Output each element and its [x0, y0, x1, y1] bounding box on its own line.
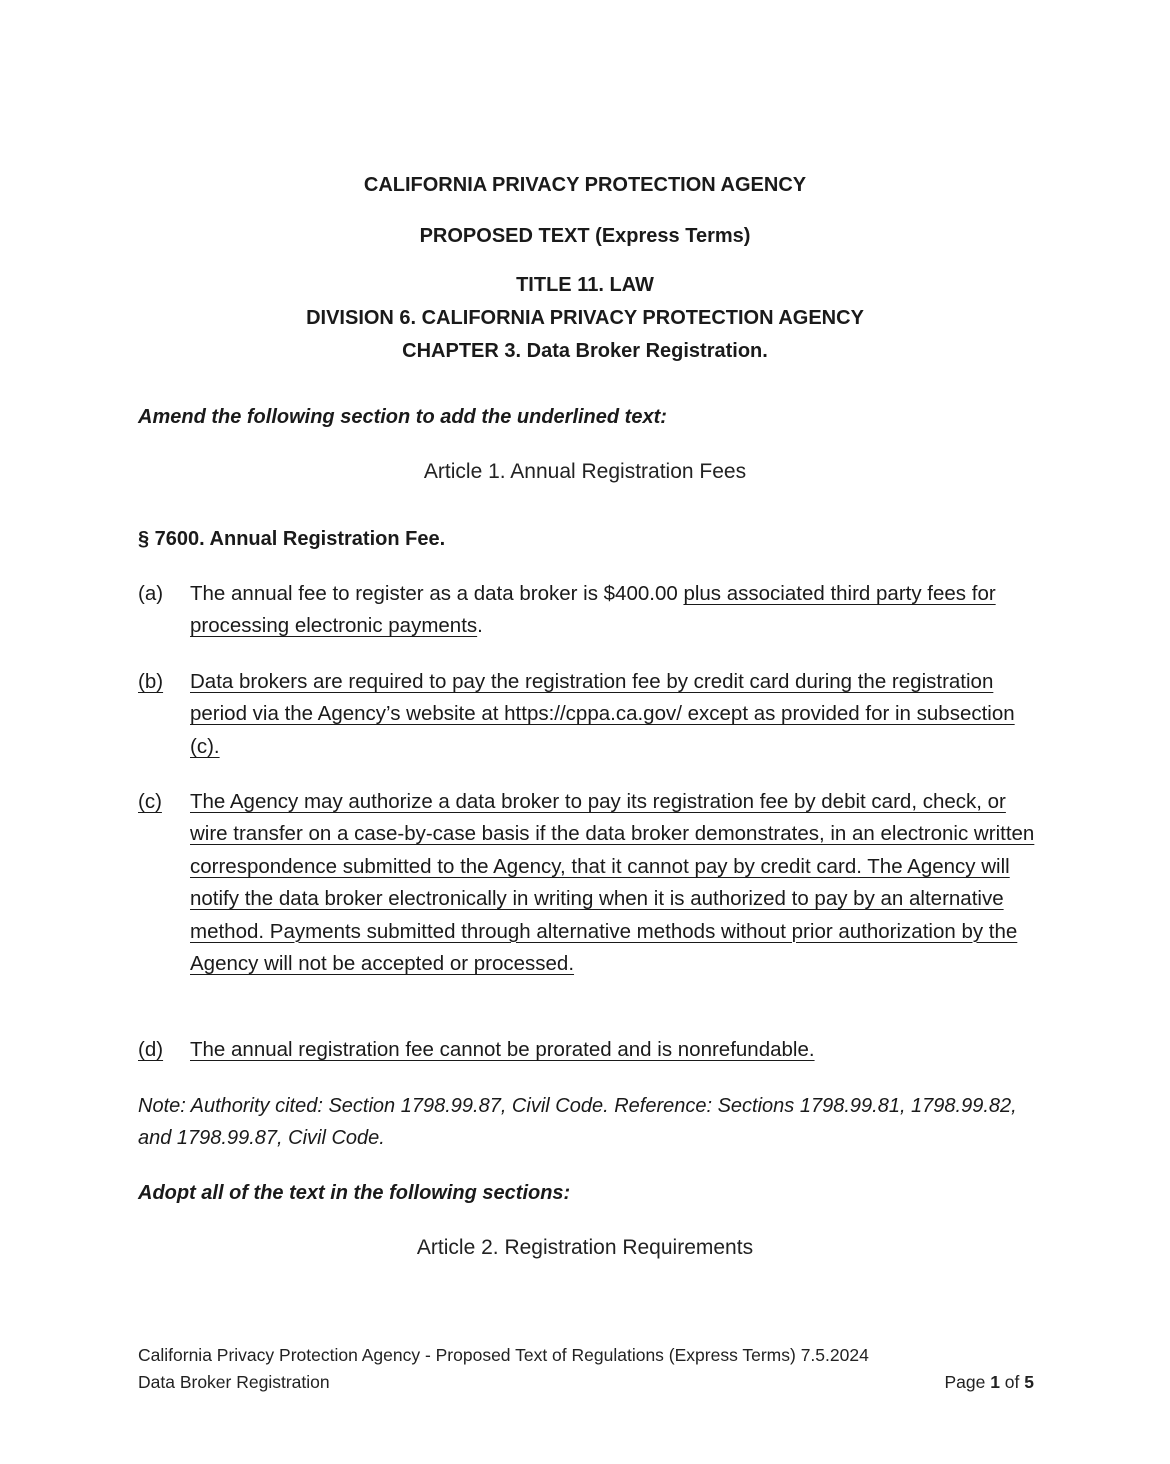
subsection-label: (d) [138, 1038, 164, 1061]
subsection-a [138, 578, 1038, 644]
subsection-text: Data brokers are required to pay the registration fee by credit card during the registration period via the Agency’s website at https://cppa.ca.gov/ except as provided for in subsection (c). [190, 670, 1015, 758]
chapter-heading: CHAPTER 3. Data Broker Registration. [402, 340, 768, 362]
page-current: 1 [990, 1372, 1000, 1392]
amend-instruction: Amend the following section to add the underlined text: [138, 406, 667, 428]
subsection-b [138, 666, 1038, 766]
division-heading: DIVISION 6. CALIFORNIA PRIVACY PROTECTION AGENCY [306, 307, 864, 329]
footer-doc-name: Data Broker Registration [138, 1372, 330, 1392]
subsection-a-plain-text: The annual fee to register as a data broker is $400.00 [190, 582, 684, 605]
subsection-c [138, 786, 1038, 1016]
subsection-d [138, 1034, 1038, 1068]
subsection-text: The annual registration fee cannot be prorated and is nonrefundable. [190, 1038, 815, 1061]
subsection-label: (c) [138, 790, 162, 813]
footer-line-2 [138, 1369, 1034, 1396]
page-prefix: Page [944, 1372, 991, 1392]
section-heading: § 7600. Annual Registration Fee. [138, 528, 446, 550]
subsection-text: The Agency may authorize a data broker to pay its registration fee by debit card, check, or wire transfer on a case-by-case basis if the data broker demonstrates, in an electronic written correspondence submitted to the Agency, that it cannot pay by credit card. The Agency will notify the data broker electronically in writing when it is authorized to pay by an alternative method. Payments submitted through alternative methods without prior authorization by the Agency will not be accepted or processed. [190, 790, 1035, 976]
footer-line-1: California Privacy Protection Agency - Proposed Text of Regulations (Express Terms) 7.5.2024 [138, 1345, 869, 1365]
proposed-text-heading: PROPOSED TEXT (Express Terms) [419, 225, 751, 247]
subsection-a-period: . [477, 614, 483, 638]
article-1-heading: Article 1. Annual Registration Fees [423, 460, 747, 483]
page-number [944, 1369, 1034, 1396]
subsection-label: (a) [138, 582, 164, 605]
adopt-instruction: Adopt all of the text in the following sections: [138, 1182, 571, 1204]
subsection-label: (b) [138, 670, 164, 693]
subsection-text [190, 578, 1040, 643]
title-heading: TITLE 11. LAW [516, 274, 654, 296]
agency-heading: CALIFORNIA PRIVACY PROTECTION AGENCY [363, 174, 807, 196]
page-of: of [999, 1372, 1025, 1392]
page-total: 5 [1024, 1372, 1034, 1392]
subsection-a-underlined-text: plus associated third party fees for processing electronic payments [190, 582, 996, 638]
authority-note: Note: Authority cited: Section 1798.99.87, Civil Code. Reference: Sections 1798.99.81, 1798.99.82, and 1798.99.87, Civil Code. [138, 1095, 1017, 1149]
footer [138, 1342, 1034, 1396]
article-2-heading: Article 2. Registration Requirements [416, 1236, 754, 1259]
